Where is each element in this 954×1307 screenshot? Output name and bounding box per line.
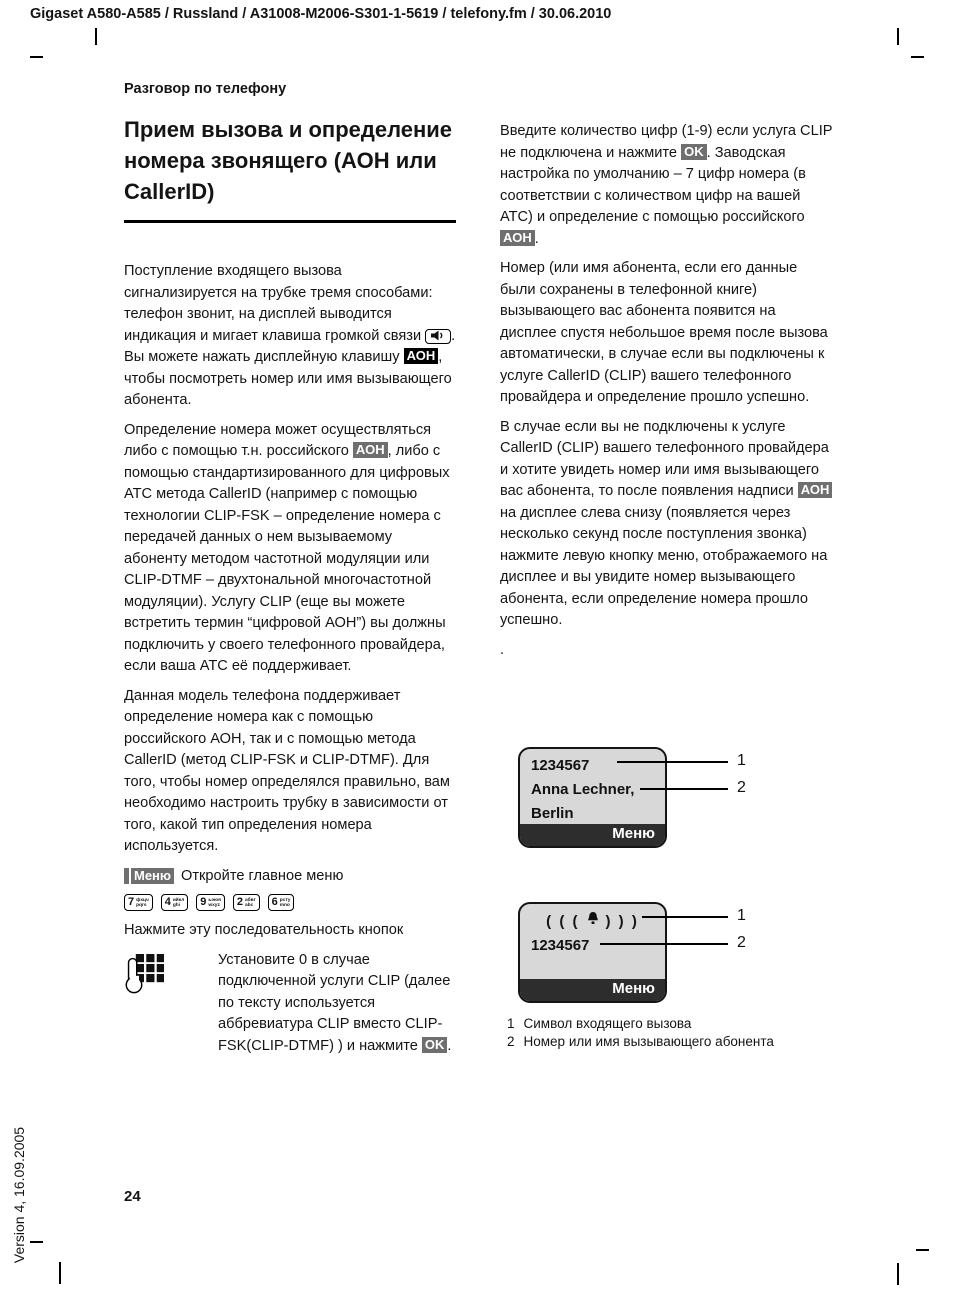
keypad-key-2-icon: 2 абвг abc xyxy=(233,894,260,911)
paragraph-number-display: Номер (или имя абонента, если его данные были сохранены в телефонной книге) вызывающего вас абонента появится на дисплее спустя небольшое время после вызова автоматически, в случае если вы подключены к услуге CallerID (CLIP) вашего телефонного провайдера и определение прошло успешно. xyxy=(500,260,828,405)
left-column xyxy=(124,261,458,1080)
callout-line xyxy=(640,788,728,790)
speaker-key-icon xyxy=(425,329,451,344)
crop-mark-top-right xyxy=(897,28,899,45)
lcd-name-line: Anna Lechner, xyxy=(531,781,635,798)
lcd-number-line: 1234567 xyxy=(531,757,590,774)
lcd-number-line: 1234567 xyxy=(531,937,590,954)
page-number: 24 xyxy=(124,1188,141,1205)
running-header: Gigaset A580-A585 / Russland / A31008-M2006-S301-1-5619 / telefony.fm / 30.06.2010 xyxy=(30,6,612,22)
crop-mark-top-left xyxy=(95,28,97,45)
ok-badge: OK xyxy=(422,1037,448,1053)
aon-badge: АОН xyxy=(500,230,535,246)
keypad-hand-icon xyxy=(124,952,164,1004)
lcd-softkey-bar: Меню xyxy=(520,979,665,1001)
paragraph-digit-count: Введите количество цифр (1-9) если услуга CLIP не подключена и нажмите OK . Заводская настройка по умолчанию – 7 цифр номера (в соответствии с количеством цифр на вашей АТС) и определение с помощью российского АОН . xyxy=(500,123,833,247)
menu-badge: Меню xyxy=(131,868,174,884)
lcd-city-line: Berlin xyxy=(531,805,574,822)
keypad-key-4-icon: 4 ийкл ghi xyxy=(161,894,189,911)
figure-legend xyxy=(507,1015,774,1051)
page-title: Прием вызова и определение номера звонящего (АОН или CallerID) xyxy=(124,114,456,223)
crop-mark-bottom-left-dash xyxy=(30,1241,43,1243)
callout-line xyxy=(600,943,728,945)
ok-badge: OK xyxy=(681,144,707,160)
bell-icon xyxy=(585,910,601,934)
crop-mark-bottom-left-tick xyxy=(59,1262,61,1284)
keypad-key-6-icon: 6 рсту mno xyxy=(268,894,295,911)
set-digits-step: Установите 0 в случае подключенной услуги CLIP (далее по тексту используется аббревиатура CLIP вместо CLIP-FSK(CLIP-DTMF) ) и нажмите OK . xyxy=(124,950,458,1080)
lcd-ring-line: ( ( ( ) ) ) xyxy=(531,910,654,934)
callout-number: 1 xyxy=(737,752,746,769)
callout-number: 2 xyxy=(737,779,746,796)
version-sidebar: Version 4, 16.09.2005 xyxy=(11,1126,27,1264)
paragraph-no-clip: В случае если вы не подключены к услуге CallerID (CLIP) вашего телефонного провайдера и хотите увидеть номер или имя вызывающего вас абонента, то после появления надписи АОН на дисплее слева снизу (появляется через несколько секунд после поступления звонка) нажмите левую кнопку меню, отображаемого на дисплее и вы увидите номер вызывающего абонента, если определение номера прошло успешно. xyxy=(500,417,834,632)
callout-number: 1 xyxy=(737,907,746,924)
paragraph-cli-methods: Определение номера может осуществляться либо с помощью т.н. российского АОН , либо с помощью стандартизированного для цифровых АТС метода CallerID (например с помощью технологии CLIP-FSK – определение номера с передачей данных о нем вызываемому абоненту методом частотной модуляции или CLIP-DTMF – двухтональной многочастотной модуляции). Услугу CLIP (еще вы можете встретить термин “цифровой АОН”) вы должны подключить у своего телефонного провайдера, если ваша АТС её поддерживает. xyxy=(124,421,450,674)
right-column xyxy=(500,121,834,669)
aon-badge: АОН xyxy=(798,482,833,498)
crop-mark-right xyxy=(911,56,924,58)
keypad-key-7-icon: 7 фхцч pqrs xyxy=(124,894,153,911)
crop-mark-bottom-right-tick xyxy=(897,1263,899,1285)
legend-item: 2 Номер или имя вызывающего абонента xyxy=(507,1034,774,1049)
callout-line xyxy=(617,761,728,763)
legend-item: 1 Символ входящего вызова xyxy=(507,1016,692,1031)
keypad-key-9-icon: 9 ьэюя wxyz xyxy=(196,894,225,911)
lcd-softkey-bar: Меню xyxy=(520,824,665,846)
paragraph-model-support: Данная модель телефона поддерживает определение номера как с помощью российского АОН, так и с помощью метода CallerID (метод CLIP-FSK и CLIP-DTMF). Для того, чтобы номер определялся правильно, вам необходимо настроить трубку в зависимости от того, какой тип определения номера используется. xyxy=(124,687,450,854)
aon-badge: АОН xyxy=(404,348,439,364)
press-sequence-text: Нажмите эту последовательность кнопок xyxy=(124,922,404,938)
display-key-icon xyxy=(124,868,174,884)
crop-mark-left xyxy=(30,56,43,58)
callout-line xyxy=(642,916,728,918)
crop-mark-bottom-right-dash xyxy=(916,1249,929,1251)
stray-dot: . xyxy=(500,641,505,658)
paragraph-incoming-call: Поступление входящего вызова сигнализируется на трубке тремя способами: телефон звонит, на дисплей выводится индикация и мигает клавиша громкой связи . Вы можете нажать дисплейную клавишу АОН , чтобы посмотреть номер или имя вызывающего абонента. xyxy=(124,263,456,408)
section-label: Разговор по телефону xyxy=(124,81,287,97)
aon-badge: АОН xyxy=(353,442,388,458)
key-sequence xyxy=(124,894,458,911)
menu-open-step xyxy=(124,866,458,888)
display-key-strip xyxy=(124,868,129,884)
menu-step-text: Откройте главное меню xyxy=(181,867,344,884)
callout-number: 2 xyxy=(737,934,746,951)
